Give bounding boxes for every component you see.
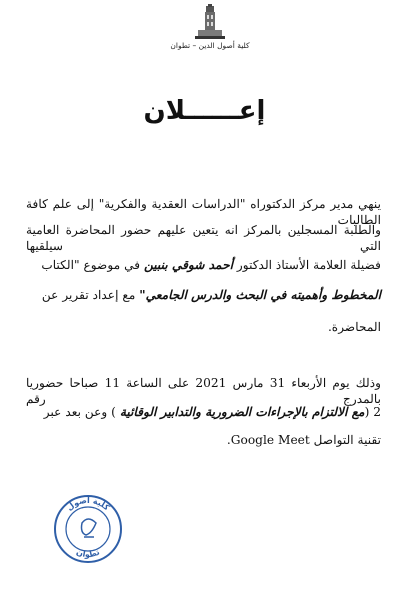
stamp-text-bottom: تطوان [74,547,102,560]
body-line-1: ينهي مدير مركز الدكتوراه "الدراسات العقدية والفكرية" إلى علم كافة الطالبات [26,197,381,227]
body-line-4 [42,287,381,303]
body-line-6: وذلك يوم الأربعاء 31 مارس 2021 على الساعة 11 صباحا حضوريا بالمدرج رقم [26,376,382,406]
body-line-3 [41,257,381,273]
institution-logo [140,4,280,64]
body-line-5: المحاضرة. [327,320,381,334]
institution-name: كلية أصول الدين – تطوان [170,41,250,50]
minaret-logo-icon [195,4,225,40]
lecture-topic: المخطوط وأهميته في البحث والدرس الجامعي" [139,288,381,302]
body-line-7-end: ) وعن بعد عبر [43,405,116,419]
body-line-7 [44,404,381,420]
precautions-text: مع الالتزام بالإجراءات الضرورية والتدابير الوقائية [119,405,365,419]
lecturer-name: أحمد شوقي بنبين [143,258,234,272]
svg-text:تطوان [75,547,101,559]
page-title: إعــــــلان [143,96,266,126]
official-stamp-icon [52,493,124,565]
body-line-3-end: في موضوع "الكتاب [41,258,141,272]
body-line-3-start: فضيلة العلامة الأستاذ الدكتور [236,258,381,272]
stamp-text-top: كلية أصول [64,495,112,513]
body-line-4-end: مع إعداد تقرير عن [41,288,136,302]
svg-text:كلية أصول [65,495,112,513]
body-line-7-start: 2 ( [364,405,381,419]
body-line-2: والطلبة المسجلين بالمركز انه يتعين عليهم حضور المحاضرة العامية التي سيلقيها [26,223,381,253]
body-line-8: تقنية التواصل Google Meet. [226,433,381,447]
